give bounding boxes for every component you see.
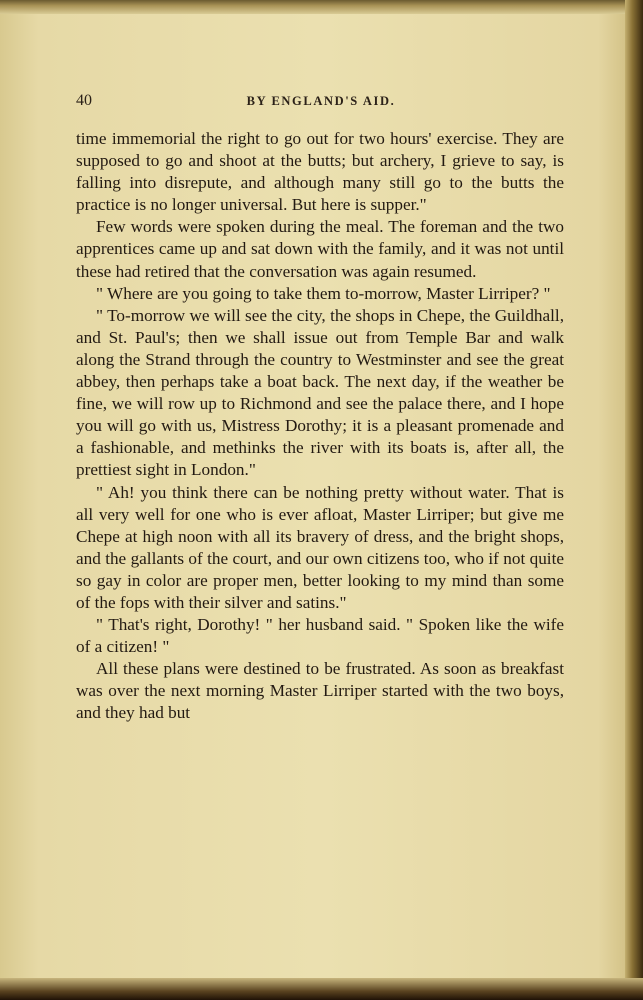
body-text [76,128,564,725]
running-title: BY ENGLAND'S AID. [246,94,396,108]
paragraph: Few words were spoken during the meal. The foreman and the two apprentices came up and sat down with the family, and it was not until these had retired that the conversation was again resumed. [76,217,564,281]
paragraph: " To-morrow we will see the city, the shops in Chepe, the Guildhall, and St. Paul's; then we shall issue out from Temple Bar and walk along the Strand through the country to Westminster and see the great abbey, then perhaps take a boat back. The next day, if the weather be fine, we will row up to Richmond and see the palace there, and I hope you will go with us, Mistress Dorothy; it is a pleasant promenade and a fashionable, and methinks the river with its boats is, after all, the prettiest sight in London." [76,305,564,480]
page-spine-edge [625,0,643,1000]
paragraph: All these plans were destined to be frustrated. As soon as breakfast was over the next morning Master Lirriper started with the two boys, and they had but [76,659,564,723]
paragraph: " Ah! you think there can be nothing pretty without water. That is all very well for one who is ever afloat, Master Lirriper; but give me Chepe at high noon with all its bravery of dress, and the bright shops, and the gallants of the court, and our own citizens too, who if not quite so gay in color are proper men, better looking to my mind than some of the fops with their silver and satins." [76,482,564,612]
running-head [76,92,566,114]
paragraph: " Where are you going to take them to-morrow, Master Lirriper? " [96,283,551,303]
paragraph: time immemorial the right to go out for two hours' exercise. They are supposed to go and shoot at the butts; but archery, I grieve to say, is falling into disrepute, and although many still go to the butts the practice is no longer universal. But here is supper." [76,129,564,215]
paragraph: " That's right, Dorothy! " her husband said. " Spoken like the wife of a citizen! " [76,615,564,657]
page-bottom-edge [0,978,643,1000]
page-number: 40 [76,92,92,109]
